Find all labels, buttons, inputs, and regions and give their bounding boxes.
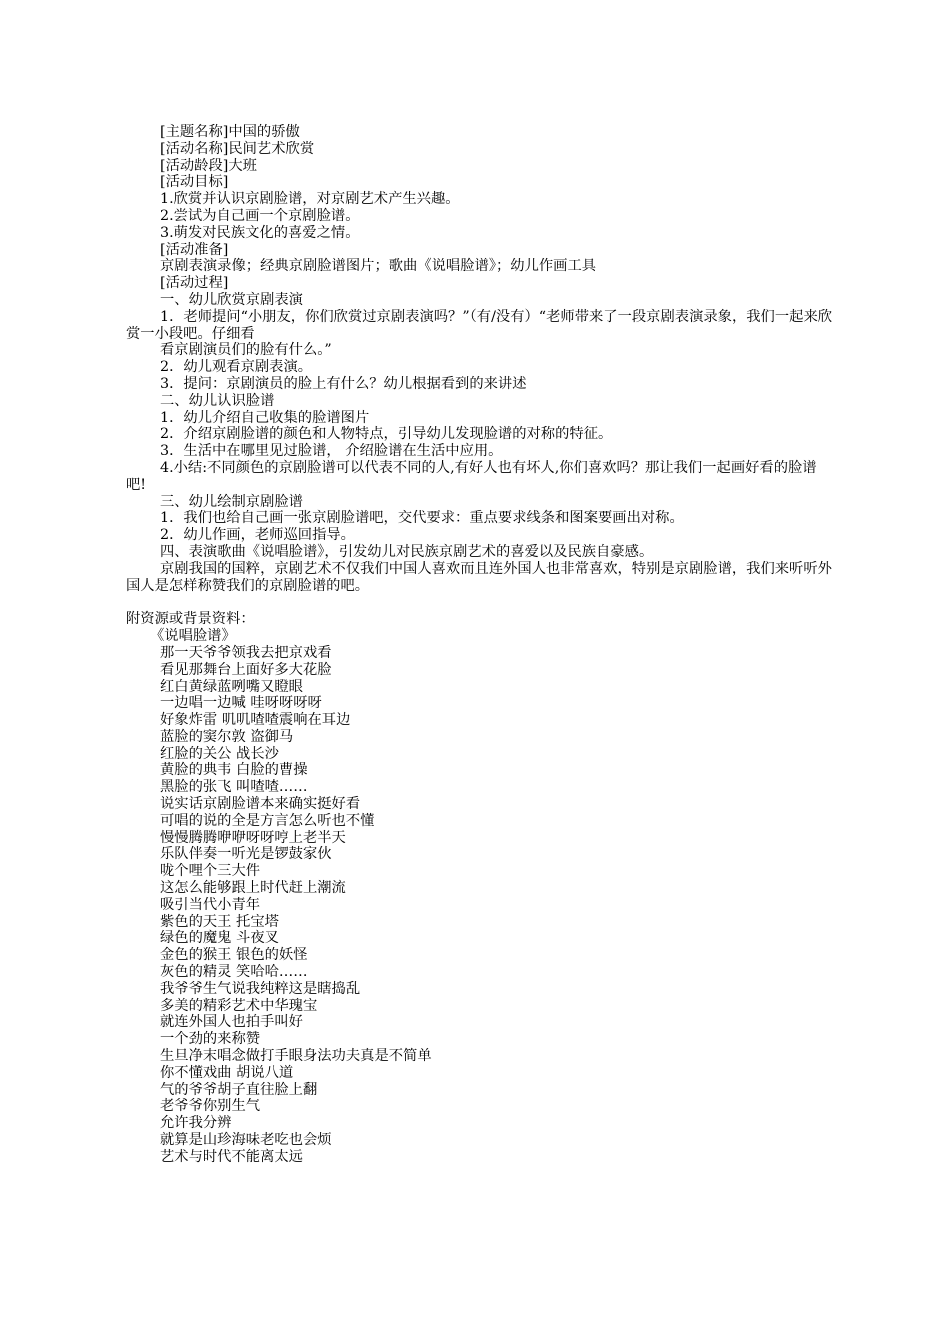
paragraph: 京剧我国的国粹，京剧艺术不仅我们中国人喜欢而且连外国人也非常喜欢，特别是京剧脸谱，我们来听听外国人是怎样称赞我们的京剧脸谱的吧。: [126, 560, 832, 594]
lyric-line: 咙个哩个三大件: [160, 863, 261, 880]
paragraph: 4.小结:不同颜色的京剧脸谱可以代表不同的人,有好人也有坏人,你们喜欢吗？那让我们一起画好看的脸谱吧!: [126, 459, 817, 493]
spacer: [126, 594, 836, 611]
lyric-line: 艺术与时代不能离太远: [160, 1148, 303, 1165]
lesson-plan-body: [126, 124, 836, 1166]
paragraph: 1．老师提问“小朋友，你们欣赏过京剧表演吗？”（有/没有）“老师带来了一段京剧表演录象，我们一起来欣赏一小段吧。仔细看: [126, 308, 833, 342]
paragraph: 1．幼儿介绍自己收集的脸谱图片: [160, 409, 370, 426]
lyric-line: 吸引当代小青年: [160, 896, 261, 913]
activity-age: [活动龄段]大班: [160, 157, 257, 174]
lyric-line: 红白黄绿蓝咧嘴又瞪眼: [160, 678, 303, 695]
goals-label: [活动目标]: [160, 174, 229, 191]
appendix-label: 附资源或背景资料：: [126, 611, 255, 628]
lyric-line: 说实话京剧脸谱本来确实挺好看: [160, 796, 361, 813]
lyric-line: 我爷爷生气说我纯粹这是瞎捣乱: [160, 980, 361, 997]
lyric-line: 就连外国人也拍手叫好: [160, 1014, 303, 1031]
paragraph: 2．幼儿观看京剧表演。: [160, 359, 313, 376]
lyric-line: 好象炸雷 叽叽喳喳震响在耳边: [160, 712, 351, 729]
theme-name: [主题名称]中国的骄傲: [160, 124, 300, 140]
lyric-line: 一边唱一边喊 哇呀呀呀呀: [160, 695, 322, 712]
paragraph: 2．介绍京剧脸谱的颜色和人物特点，引导幼儿发现脸谱的对称的特征。: [160, 426, 613, 443]
paragraph: 3．提问：京剧演员的脸上有什么？幼儿根据看到的来讲述: [160, 375, 527, 392]
lyric-line: 黑脸的张飞 叫喳喳……: [160, 779, 308, 796]
lyric-line: 老爷爷你别生气: [160, 1098, 261, 1115]
lyric-line: 看见那舞台上面好多大花脸: [160, 661, 332, 678]
lyric-line: 生旦净末唱念做打手眼身法功夫真是不简单: [160, 1048, 432, 1065]
lyric-line: 一个劲的来称赞: [160, 1031, 261, 1048]
lyric-line: 金色的猴王 银色的妖怪: [160, 947, 308, 964]
lyric-line: 紫色的天王 托宝塔: [160, 913, 279, 930]
lyric-line: 就算是山珍海味老吃也会烦: [160, 1132, 332, 1149]
paragraph: 1．我们也给自己画一张京剧脸谱吧，交代要求：重点要求线条和图案要画出对称。: [160, 510, 684, 527]
lyric-line: 红脸的关公 战长沙: [160, 745, 279, 762]
prep-label: [活动准备]: [160, 241, 229, 258]
lyrics-list: [126, 645, 836, 1166]
lyric-line: 蓝脸的窦尔敦 盗御马: [160, 728, 294, 745]
lyric-line: 允许我分辨: [160, 1115, 232, 1132]
section-title: 四、表演歌曲《说唱脸谱》，引发幼儿对民族京剧艺术的喜爱以及民族自豪感。: [160, 543, 654, 560]
lyric-line: 气的爷爷胡子直往脸上翻: [160, 1081, 318, 1098]
paragraph: 3．生活中在哪里见过脸谱， 介绍脸谱在生活中应用。: [160, 443, 503, 460]
activity-name: [活动名称]民间艺术欣赏: [160, 140, 315, 157]
goal-item: 1.欣赏并认识京剧脸谱，对京剧艺术产生兴趣。: [160, 191, 460, 208]
paragraph: 看京剧演员们的脸有什么。”: [160, 342, 332, 359]
lyric-line: 多美的精彩艺术中华瑰宝: [160, 997, 318, 1014]
lyric-line: 乐队伴奏一听光是锣鼓家伙: [160, 846, 332, 863]
lyric-line: 可唱的说的全是方言怎么听也不懂: [160, 812, 375, 829]
lyric-line: 这怎么能够跟上时代赶上潮流: [160, 880, 346, 897]
goal-item: 2.尝试为自己画一个京剧脸谱。: [160, 207, 360, 224]
process-label: [活动过程]: [160, 275, 229, 292]
lyric-line: 你不懂戏曲 胡说八道: [160, 1064, 294, 1081]
section-title: 三、幼儿绘制京剧脸谱: [160, 493, 303, 510]
section-title: 二、幼儿认识脸谱: [160, 392, 275, 409]
lyric-line: 绿色的魔鬼 斗夜叉: [160, 930, 279, 947]
lyric-line: 慢慢腾腾咿咿呀呀哼上老半天: [160, 829, 346, 846]
paragraph: 2．幼儿作画，老师巡回指导。: [160, 527, 355, 544]
lyric-line: 灰色的精灵 笑哈哈……: [160, 964, 308, 981]
lyric-line: 黄脸的典韦 白脸的曹操: [160, 762, 308, 779]
prep-text: 京剧表演录像；经典京剧脸谱图片；歌曲《说唱脸谱》；幼儿作画工具: [160, 258, 597, 275]
song-title: 《说唱脸谱》: [150, 628, 236, 645]
goal-item: 3.萌发对民族文化的喜爱之情。: [160, 224, 360, 241]
lyric-line: 那一天爷爷领我去把京戏看: [160, 644, 332, 661]
section-title: 一、幼儿欣赏京剧表演: [160, 291, 303, 308]
